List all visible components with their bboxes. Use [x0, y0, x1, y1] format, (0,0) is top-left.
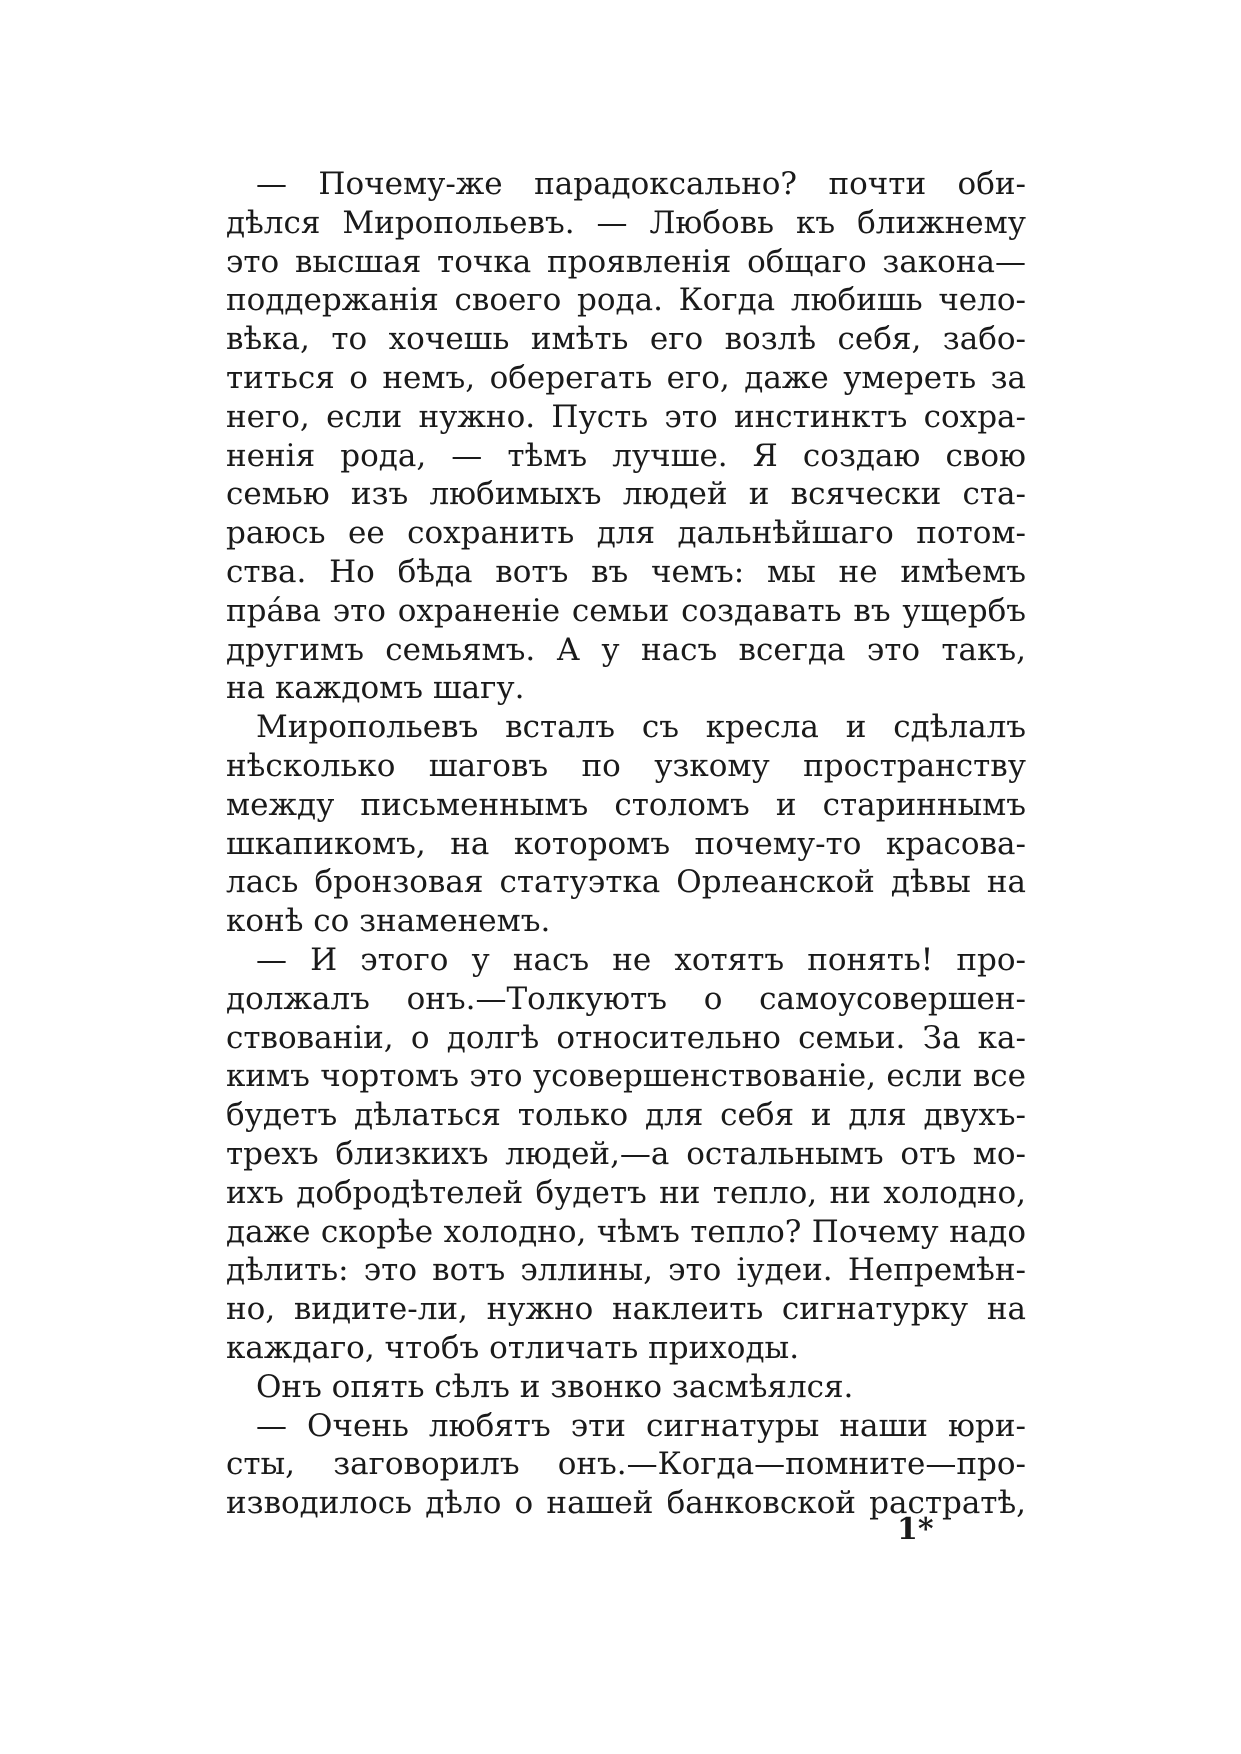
- text-line: но, видите-ли, нужно наклеить сигнатурку на: [226, 1291, 1026, 1328]
- text-line: каждаго, чтобъ отличать приходы.: [226, 1329, 800, 1366]
- text-line: на каждомъ шагу.: [226, 670, 525, 707]
- text-line: дѣлить: это вотъ эллины, это іудеи. Непремѣн-: [226, 1252, 1026, 1289]
- text-line: ненія рода, — тѣмъ лучше. Я создаю свою: [226, 437, 1026, 474]
- text-line: семью изъ любимыхъ людей и всячески ста-: [226, 476, 1026, 513]
- text-line: — И этого у насъ не хотятъ понять! про-: [256, 941, 1026, 978]
- text-line: дѣлся Миропольевъ. — Любовь къ ближнему: [226, 204, 1026, 241]
- text-line: будетъ дѣлаться только для себя и для двухъ-: [226, 1097, 1026, 1134]
- text-line: сты, заговорилъ онъ.—Когда—помните—про-: [226, 1446, 1026, 1483]
- text-line: лась бронзовая статуэтка Орлеанской дѣвы на: [226, 864, 1026, 901]
- text-line: него, если нужно. Пусть это инстинктъ сохра-: [226, 398, 1026, 435]
- text-line: ихъ добродѣтелей будетъ ни тепло, ни холодно,: [226, 1174, 1026, 1211]
- text-line: шкапикомъ, на которомъ почему-то красова-: [226, 825, 1026, 862]
- text-line: кимъ чортомъ это усовершенствованіе, если все: [226, 1058, 1026, 1095]
- text-line: пра́ва это охраненіе семьи создавать въ ущербъ: [226, 592, 1026, 629]
- text-line: Миропольевъ всталъ съ кресла и сдѣлалъ: [256, 709, 1026, 746]
- text-line: титься о немъ, оберегать его, даже умереть за: [226, 359, 1026, 396]
- text-line: должалъ онъ.—Толкуютъ о самоусовершен-: [226, 980, 1026, 1017]
- text-line: другимъ семьямъ. А у насъ всегда это такъ,: [226, 631, 1026, 668]
- page-number: 1*: [897, 1512, 934, 1547]
- text-line: даже скорѣе холодно, чѣмъ тепло? Почему надо: [226, 1213, 1026, 1250]
- text-line: нѣсколько шаговъ по узкому пространству: [226, 747, 1026, 784]
- text-line: — Почему-же парадоксально? почти оби-: [256, 166, 1026, 202]
- text-line: поддержанія своего рода. Когда любишь чело-: [226, 282, 1026, 319]
- body-text: [226, 165, 1026, 1523]
- text-line: ства. Но бѣда вотъ въ чемъ: мы не имѣемъ: [226, 553, 1026, 590]
- text-line: между письменнымъ столомъ и стариннымъ: [226, 786, 1026, 823]
- text-line: раюсь ее сохранить для дальнѣйшаго потом-: [226, 515, 1026, 552]
- text-line: изводилось дѣло о нашей банковской растратѣ,: [226, 1485, 1026, 1522]
- text-line: вѣка, то хочешь имѣть его возлѣ себя, забо-: [226, 321, 1026, 358]
- text-line: это высшая точка проявленія общаго закона—: [226, 243, 1026, 280]
- text-line: ствованіи, о долгѣ относительно семьи. За ка-: [226, 1019, 1026, 1056]
- text-line: конѣ со знаменемъ.: [226, 903, 551, 940]
- text-line: трехъ близкихъ людей,—а остальнымъ отъ мо-: [226, 1135, 1026, 1172]
- text-line: — Очень любятъ эти сигнатуры наши юри-: [256, 1407, 1026, 1444]
- text-line: Онъ опять сѣлъ и звонко засмѣялся.: [256, 1368, 854, 1405]
